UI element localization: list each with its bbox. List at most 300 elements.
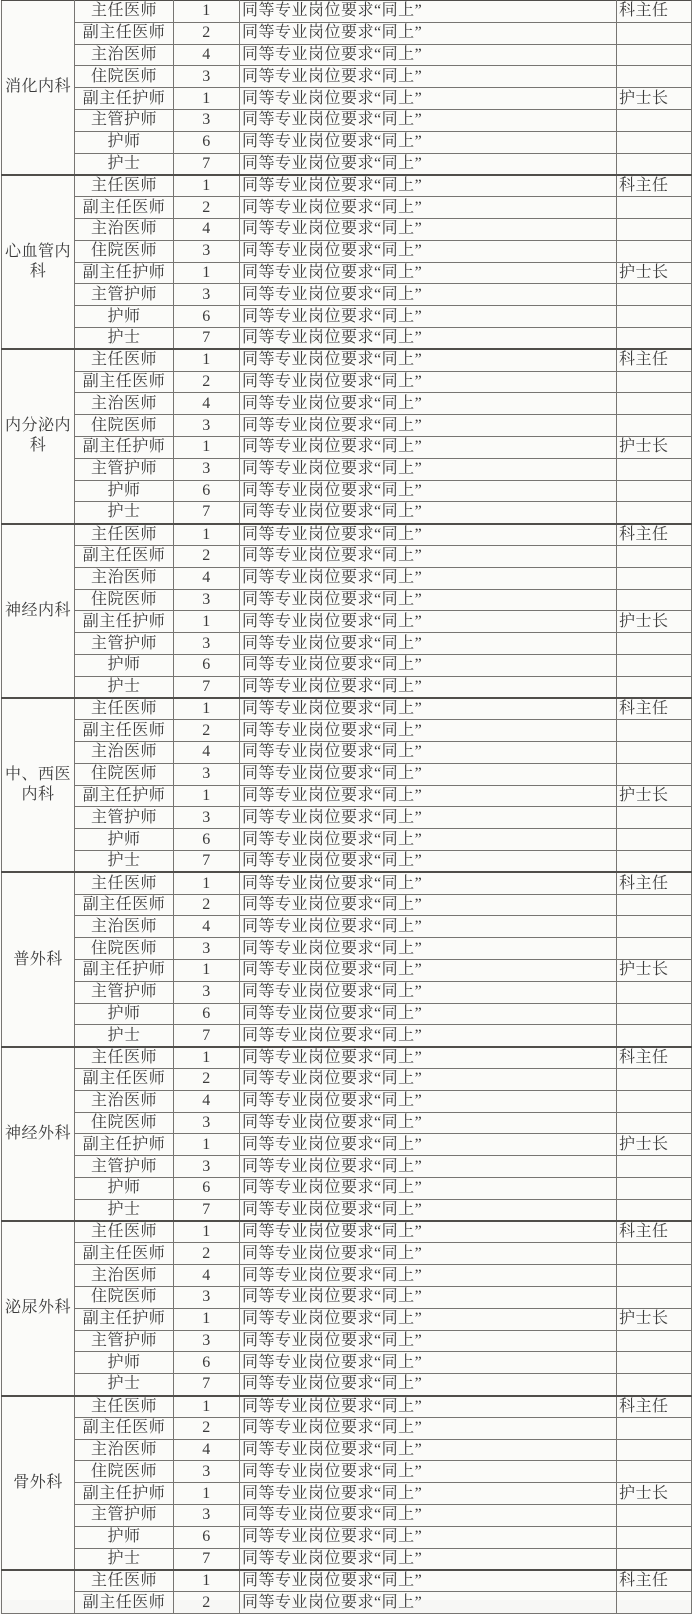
table-row — [2, 1090, 692, 1112]
headcount-cell: 3 — [174, 1330, 240, 1352]
position-title-cell: 住院医师 — [75, 240, 174, 262]
position-title-cell: 副主任医师 — [75, 197, 174, 219]
requirement-cell: 同等专业岗位要求“同上” — [240, 851, 617, 873]
table-row — [2, 1592, 692, 1614]
headcount-cell: 7 — [174, 1548, 240, 1570]
position-title-cell: 主管护师 — [75, 109, 174, 131]
table-row — [2, 1134, 692, 1156]
headcount-cell: 3 — [174, 1504, 240, 1526]
position-title-cell: 护师 — [75, 1003, 174, 1025]
headcount-cell: 7 — [174, 1374, 240, 1396]
requirement-cell: 同等专业岗位要求“同上” — [240, 1504, 617, 1526]
note-cell: 护士长 — [617, 960, 692, 982]
headcount-cell: 2 — [174, 1243, 240, 1265]
note-cell — [617, 1374, 692, 1396]
table-row — [2, 1461, 692, 1483]
headcount-cell: 2 — [174, 894, 240, 916]
note-cell — [617, 284, 692, 306]
position-title-cell: 主任医师 — [75, 698, 174, 720]
requirement-cell: 同等专业岗位要求“同上” — [240, 1047, 617, 1069]
table-row — [2, 1352, 692, 1374]
position-title-cell: 护士 — [75, 851, 174, 873]
note-cell — [617, 567, 692, 589]
note-cell: 护士长 — [617, 785, 692, 807]
headcount-cell: 6 — [174, 1526, 240, 1548]
table-row — [2, 240, 692, 262]
table-row — [2, 1, 692, 23]
headcount-cell: 2 — [174, 1069, 240, 1091]
headcount-cell: 3 — [174, 66, 240, 88]
requirement-cell: 同等专业岗位要求“同上” — [240, 1134, 617, 1156]
headcount-cell: 4 — [174, 218, 240, 240]
table-row — [2, 1047, 692, 1069]
note-cell — [617, 371, 692, 393]
requirement-cell: 同等专业岗位要求“同上” — [240, 1025, 617, 1047]
headcount-cell: 6 — [174, 480, 240, 502]
requirement-cell: 同等专业岗位要求“同上” — [240, 829, 617, 851]
table-row — [2, 938, 692, 960]
requirement-cell: 同等专业岗位要求“同上” — [240, 22, 617, 44]
position-title-cell: 副主任医师 — [75, 1592, 174, 1614]
headcount-cell: 3 — [174, 981, 240, 1003]
note-cell — [617, 720, 692, 742]
requirement-cell: 同等专业岗位要求“同上” — [240, 1439, 617, 1461]
requirement-cell: 同等专业岗位要求“同上” — [240, 153, 617, 175]
headcount-cell: 3 — [174, 633, 240, 655]
position-title-cell: 副主任护师 — [75, 262, 174, 284]
position-title-cell: 副主任护师 — [75, 1483, 174, 1505]
table-row — [2, 1003, 692, 1025]
note-cell — [617, 1439, 692, 1461]
headcount-cell: 1 — [174, 1, 240, 23]
table-row — [2, 1439, 692, 1461]
table-row — [2, 894, 692, 916]
headcount-cell: 3 — [174, 763, 240, 785]
headcount-cell: 1 — [174, 1396, 240, 1418]
requirement-cell: 同等专业岗位要求“同上” — [240, 131, 617, 153]
table-row — [2, 851, 692, 873]
requirement-cell: 同等专业岗位要求“同上” — [240, 1156, 617, 1178]
note-cell — [617, 916, 692, 938]
note-cell — [617, 197, 692, 219]
position-title-cell: 护师 — [75, 1526, 174, 1548]
note-cell — [617, 1461, 692, 1483]
table-row — [2, 153, 692, 175]
headcount-cell: 3 — [174, 284, 240, 306]
table-row — [2, 720, 692, 742]
note-cell — [617, 633, 692, 655]
headcount-cell: 2 — [174, 1417, 240, 1439]
position-title-cell: 主任医师 — [75, 872, 174, 894]
requirement-cell: 同等专业岗位要求“同上” — [240, 545, 617, 567]
position-title-cell: 住院医师 — [75, 1461, 174, 1483]
requirement-cell: 同等专业岗位要求“同上” — [240, 480, 617, 502]
position-title-cell: 主任医师 — [75, 1396, 174, 1418]
headcount-cell: 1 — [174, 1570, 240, 1592]
table-row — [2, 131, 692, 153]
position-title-cell: 副主任护师 — [75, 960, 174, 982]
position-title-cell: 副主任护师 — [75, 1308, 174, 1330]
position-title-cell: 主管护师 — [75, 1504, 174, 1526]
requirement-cell: 同等专业岗位要求“同上” — [240, 218, 617, 240]
requirement-cell: 同等专业岗位要求“同上” — [240, 807, 617, 829]
requirement-cell: 同等专业岗位要求“同上” — [240, 284, 617, 306]
note-cell — [617, 1156, 692, 1178]
requirement-cell: 同等专业岗位要求“同上” — [240, 567, 617, 589]
table-row — [2, 197, 692, 219]
note-cell — [617, 676, 692, 698]
headcount-cell: 3 — [174, 1287, 240, 1309]
headcount-cell: 3 — [174, 458, 240, 480]
note-cell — [617, 981, 692, 1003]
headcount-cell: 1 — [174, 1047, 240, 1069]
headcount-cell: 6 — [174, 131, 240, 153]
requirement-cell: 同等专业岗位要求“同上” — [240, 1374, 617, 1396]
requirement-cell: 同等专业岗位要求“同上” — [240, 676, 617, 698]
table-row — [2, 807, 692, 829]
position-title-cell: 护师 — [75, 829, 174, 851]
requirement-cell: 同等专业岗位要求“同上” — [240, 611, 617, 633]
position-title-cell: 住院医师 — [75, 938, 174, 960]
requirement-cell: 同等专业岗位要求“同上” — [240, 916, 617, 938]
requirement-cell: 同等专业岗位要求“同上” — [240, 1417, 617, 1439]
note-cell — [617, 1243, 692, 1265]
headcount-cell: 3 — [174, 1156, 240, 1178]
requirement-cell: 同等专业岗位要求“同上” — [240, 872, 617, 894]
table-row — [2, 458, 692, 480]
position-title-cell: 护士 — [75, 1374, 174, 1396]
position-title-cell: 副主任护师 — [75, 611, 174, 633]
note-cell: 护士长 — [617, 1134, 692, 1156]
table-row — [2, 262, 692, 284]
requirement-cell: 同等专业岗位要求“同上” — [240, 633, 617, 655]
note-cell — [617, 66, 692, 88]
table-row — [2, 567, 692, 589]
position-title-cell: 主治医师 — [75, 393, 174, 415]
headcount-cell: 1 — [174, 436, 240, 458]
note-cell: 护士长 — [617, 88, 692, 110]
requirement-cell: 同等专业岗位要求“同上” — [240, 654, 617, 676]
note-cell: 护士长 — [617, 436, 692, 458]
position-title-cell: 主任医师 — [75, 1047, 174, 1069]
headcount-cell: 3 — [174, 240, 240, 262]
table-row — [2, 1178, 692, 1200]
note-cell: 科主任 — [617, 1221, 692, 1243]
position-title-cell: 主治医师 — [75, 44, 174, 66]
requirement-cell: 同等专业岗位要求“同上” — [240, 1221, 617, 1243]
requirement-cell: 同等专业岗位要求“同上” — [240, 785, 617, 807]
table-row — [2, 44, 692, 66]
headcount-cell: 6 — [174, 1178, 240, 1200]
position-title-cell: 护师 — [75, 654, 174, 676]
headcount-cell: 3 — [174, 938, 240, 960]
requirement-cell: 同等专业岗位要求“同上” — [240, 1003, 617, 1025]
requirement-cell: 同等专业岗位要求“同上” — [240, 109, 617, 131]
headcount-cell: 4 — [174, 393, 240, 415]
table-row — [2, 1287, 692, 1309]
position-title-cell: 副主任护师 — [75, 88, 174, 110]
department-cell: 神经内科 — [2, 524, 75, 698]
table-row — [2, 524, 692, 546]
note-cell: 护士长 — [617, 1308, 692, 1330]
table-row — [2, 22, 692, 44]
headcount-cell: 2 — [174, 1592, 240, 1614]
position-title-cell: 护师 — [75, 1178, 174, 1200]
headcount-cell: 4 — [174, 567, 240, 589]
requirement-cell: 同等专业岗位要求“同上” — [240, 1352, 617, 1374]
headcount-cell: 1 — [174, 1134, 240, 1156]
position-title-cell: 护师 — [75, 131, 174, 153]
position-title-cell: 护士 — [75, 1025, 174, 1047]
note-cell — [617, 829, 692, 851]
note-cell — [617, 654, 692, 676]
position-title-cell: 住院医师 — [75, 66, 174, 88]
headcount-cell: 7 — [174, 502, 240, 524]
note-cell — [617, 1504, 692, 1526]
note-cell — [617, 1526, 692, 1548]
position-title-cell: 护士 — [75, 502, 174, 524]
department-cell: 中、西医内科 — [2, 698, 75, 872]
note-cell — [617, 153, 692, 175]
note-cell: 科主任 — [617, 175, 692, 197]
department-cell: 神经外科 — [2, 1047, 75, 1221]
table-row — [2, 1330, 692, 1352]
position-title-cell: 住院医师 — [75, 589, 174, 611]
requirement-cell: 同等专业岗位要求“同上” — [240, 1090, 617, 1112]
table-row — [2, 284, 692, 306]
requirement-cell: 同等专业岗位要求“同上” — [240, 1199, 617, 1221]
table-row — [2, 371, 692, 393]
headcount-cell: 7 — [174, 327, 240, 349]
position-title-cell: 住院医师 — [75, 415, 174, 437]
requirement-cell: 同等专业岗位要求“同上” — [240, 371, 617, 393]
table-row — [2, 611, 692, 633]
position-title-cell: 副主任医师 — [75, 894, 174, 916]
table-row — [2, 1221, 692, 1243]
requirement-cell: 同等专业岗位要求“同上” — [240, 1483, 617, 1505]
note-cell — [617, 894, 692, 916]
note-cell — [617, 458, 692, 480]
note-cell — [617, 1069, 692, 1091]
position-title-cell: 主任医师 — [75, 349, 174, 371]
requirement-cell: 同等专业岗位要求“同上” — [240, 1287, 617, 1309]
note-cell: 护士长 — [617, 262, 692, 284]
note-cell — [617, 1287, 692, 1309]
headcount-cell: 1 — [174, 1483, 240, 1505]
note-cell: 科主任 — [617, 1570, 692, 1592]
headcount-cell: 2 — [174, 22, 240, 44]
position-title-cell: 住院医师 — [75, 763, 174, 785]
headcount-cell: 1 — [174, 262, 240, 284]
headcount-cell: 3 — [174, 589, 240, 611]
headcount-cell: 3 — [174, 807, 240, 829]
requirement-cell: 同等专业岗位要求“同上” — [240, 393, 617, 415]
note-cell — [617, 1592, 692, 1614]
headcount-cell: 2 — [174, 720, 240, 742]
headcount-cell: 6 — [174, 1352, 240, 1374]
department-cell: 骨外科 — [2, 1396, 75, 1570]
position-title-cell: 副主任医师 — [75, 371, 174, 393]
requirement-cell: 同等专业岗位要求“同上” — [240, 1112, 617, 1134]
note-cell — [617, 502, 692, 524]
table-row — [2, 218, 692, 240]
table-row — [2, 1548, 692, 1570]
position-title-cell: 主治医师 — [75, 218, 174, 240]
requirement-cell: 同等专业岗位要求“同上” — [240, 197, 617, 219]
table-row — [2, 1396, 692, 1418]
position-title-cell: 主管护师 — [75, 981, 174, 1003]
table-row — [2, 1374, 692, 1396]
note-cell — [617, 742, 692, 764]
table-row — [2, 393, 692, 415]
position-title-cell: 副主任医师 — [75, 22, 174, 44]
headcount-cell: 6 — [174, 1003, 240, 1025]
requirement-cell: 同等专业岗位要求“同上” — [240, 240, 617, 262]
headcount-cell: 6 — [174, 829, 240, 851]
department-cell: 普外科 — [2, 872, 75, 1046]
position-title-cell: 护师 — [75, 1352, 174, 1374]
headcount-cell: 3 — [174, 415, 240, 437]
table-row — [2, 480, 692, 502]
headcount-cell: 6 — [174, 654, 240, 676]
position-title-cell: 副主任医师 — [75, 720, 174, 742]
note-cell — [617, 131, 692, 153]
position-title-cell: 副主任护师 — [75, 785, 174, 807]
table-row — [2, 633, 692, 655]
requirement-cell: 同等专业岗位要求“同上” — [240, 589, 617, 611]
position-title-cell: 副主任护师 — [75, 1134, 174, 1156]
position-title-cell: 主任医师 — [75, 1570, 174, 1592]
note-cell — [617, 1352, 692, 1374]
position-title-cell: 主治医师 — [75, 916, 174, 938]
note-cell: 护士长 — [617, 611, 692, 633]
table-row — [2, 1417, 692, 1439]
note-cell — [617, 1090, 692, 1112]
requirement-cell: 同等专业岗位要求“同上” — [240, 524, 617, 546]
note-cell — [617, 306, 692, 328]
table-row — [2, 415, 692, 437]
headcount-cell: 7 — [174, 1025, 240, 1047]
headcount-cell: 4 — [174, 1090, 240, 1112]
position-title-cell: 护士 — [75, 1199, 174, 1221]
requirement-cell: 同等专业岗位要求“同上” — [240, 938, 617, 960]
headcount-cell: 1 — [174, 88, 240, 110]
requirement-cell: 同等专业岗位要求“同上” — [240, 1461, 617, 1483]
headcount-cell: 1 — [174, 1308, 240, 1330]
table-row — [2, 829, 692, 851]
position-title-cell: 主任医师 — [75, 1221, 174, 1243]
table-row — [2, 88, 692, 110]
table-row — [2, 676, 692, 698]
note-cell — [617, 393, 692, 415]
requirement-cell: 同等专业岗位要求“同上” — [240, 1330, 617, 1352]
headcount-cell: 2 — [174, 545, 240, 567]
position-title-cell: 主任医师 — [75, 524, 174, 546]
headcount-cell: 1 — [174, 349, 240, 371]
table-row — [2, 1199, 692, 1221]
department-cell: 内分泌内科 — [2, 349, 75, 523]
requirement-cell: 同等专业岗位要求“同上” — [240, 327, 617, 349]
note-cell — [617, 1265, 692, 1287]
position-title-cell: 副主任医师 — [75, 1243, 174, 1265]
headcount-cell: 7 — [174, 153, 240, 175]
table-row — [2, 589, 692, 611]
table-body — [2, 1, 692, 1614]
table-row — [2, 785, 692, 807]
position-title-cell: 护师 — [75, 480, 174, 502]
table-row — [2, 763, 692, 785]
position-title-cell: 主治医师 — [75, 1265, 174, 1287]
table-row — [2, 1243, 692, 1265]
position-title-cell: 副主任医师 — [75, 545, 174, 567]
note-cell — [617, 851, 692, 873]
requirement-cell: 同等专业岗位要求“同上” — [240, 1526, 617, 1548]
recruitment-table — [1, 0, 692, 1614]
headcount-cell: 7 — [174, 851, 240, 873]
note-cell: 科主任 — [617, 1, 692, 23]
position-title-cell: 主治医师 — [75, 1090, 174, 1112]
headcount-cell: 4 — [174, 1265, 240, 1287]
note-cell — [617, 589, 692, 611]
note-cell — [617, 1178, 692, 1200]
requirement-cell: 同等专业岗位要求“同上” — [240, 502, 617, 524]
requirement-cell: 同等专业岗位要求“同上” — [240, 981, 617, 1003]
note-cell — [617, 327, 692, 349]
position-title-cell: 护士 — [75, 676, 174, 698]
headcount-cell: 6 — [174, 306, 240, 328]
headcount-cell: 1 — [174, 960, 240, 982]
table-row — [2, 1526, 692, 1548]
note-cell: 科主任 — [617, 872, 692, 894]
note-cell — [617, 1025, 692, 1047]
note-cell: 护士长 — [617, 1483, 692, 1505]
table-row — [2, 698, 692, 720]
requirement-cell: 同等专业岗位要求“同上” — [240, 960, 617, 982]
requirement-cell: 同等专业岗位要求“同上” — [240, 1396, 617, 1418]
note-cell — [617, 1330, 692, 1352]
headcount-cell: 7 — [174, 1199, 240, 1221]
note-cell — [617, 1112, 692, 1134]
table-row — [2, 66, 692, 88]
requirement-cell: 同等专业岗位要求“同上” — [240, 44, 617, 66]
requirement-cell: 同等专业岗位要求“同上” — [240, 1265, 617, 1287]
requirement-cell: 同等专业岗位要求“同上” — [240, 1548, 617, 1570]
headcount-cell: 1 — [174, 175, 240, 197]
headcount-cell: 3 — [174, 1461, 240, 1483]
table-row — [2, 742, 692, 764]
table-row — [2, 1504, 692, 1526]
note-cell — [617, 763, 692, 785]
position-title-cell: 副主任护师 — [75, 436, 174, 458]
note-cell: 科主任 — [617, 349, 692, 371]
requirement-cell: 同等专业岗位要求“同上” — [240, 1243, 617, 1265]
table-row — [2, 1156, 692, 1178]
table-row — [2, 327, 692, 349]
position-title-cell: 住院医师 — [75, 1112, 174, 1134]
headcount-cell: 1 — [174, 1221, 240, 1243]
table-row — [2, 175, 692, 197]
position-title-cell: 副主任医师 — [75, 1417, 174, 1439]
requirement-cell: 同等专业岗位要求“同上” — [240, 458, 617, 480]
position-title-cell: 主任医师 — [75, 1, 174, 23]
headcount-cell: 4 — [174, 1439, 240, 1461]
note-cell — [617, 240, 692, 262]
requirement-cell: 同等专业岗位要求“同上” — [240, 262, 617, 284]
table-row — [2, 545, 692, 567]
position-title-cell: 主任医师 — [75, 175, 174, 197]
table-row — [2, 1112, 692, 1134]
requirement-cell: 同等专业岗位要求“同上” — [240, 349, 617, 371]
